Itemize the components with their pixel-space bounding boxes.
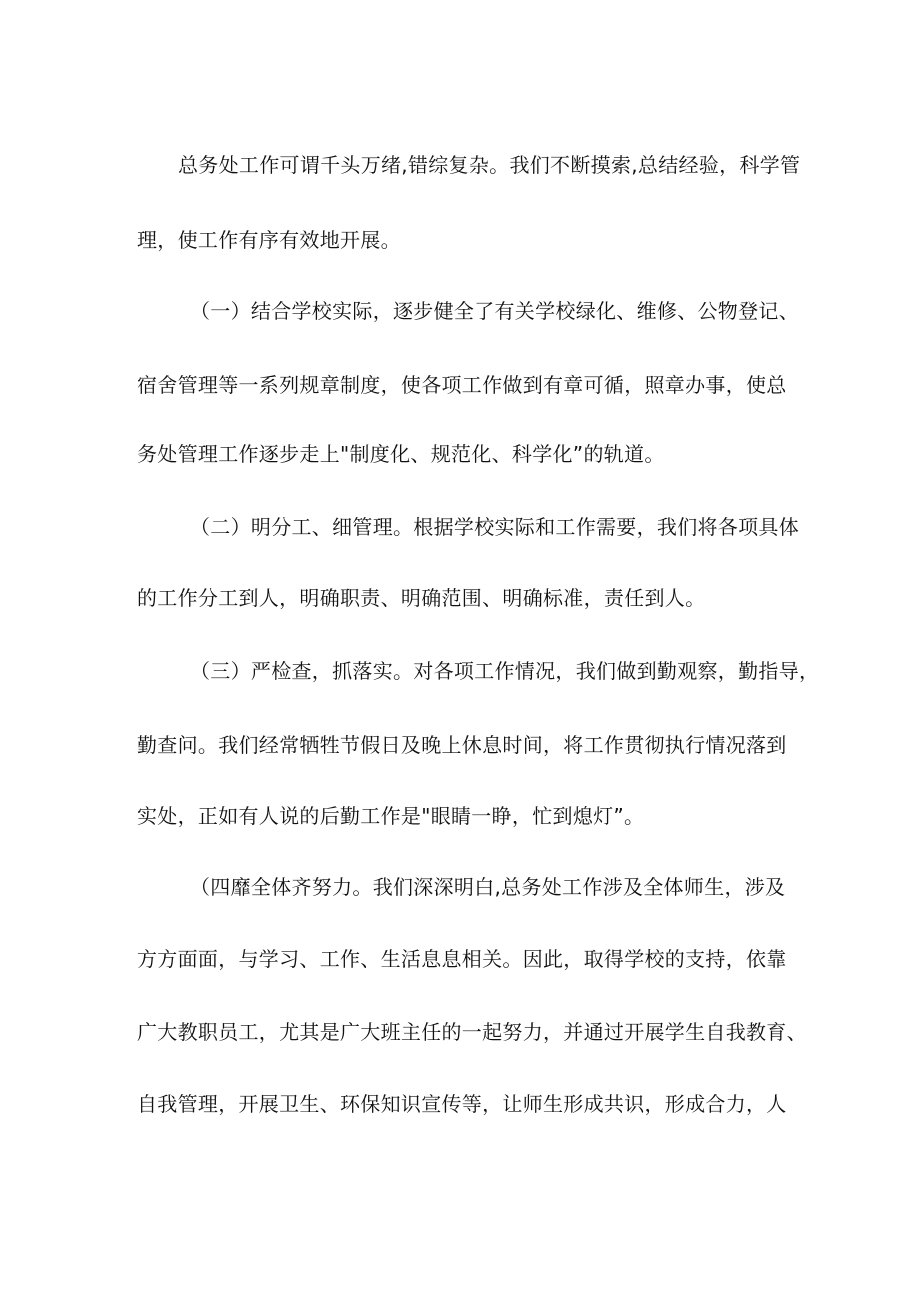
- paragraph-5-line-4: 自我管理，开展卫生、环保知识宣传等，让师生形成共识，形成合力，人: [137, 1092, 787, 1116]
- paragraph-5-line-1: （四靡全体齐努力。我们深深明白,总务处工作涉及全体师生，涉及: [190, 875, 786, 899]
- paragraph-4-line-2: 勤查问。我们经常牺牲节假日及晚上休息时间，将工作贯彻执行情况落到: [137, 733, 787, 757]
- paragraph-5-line-3: 广大教职员工，尤其是广大班主任的一起努力，并通过开展学生自我教育、: [137, 1020, 807, 1044]
- paragraph-4-line-1: （三）严检查，抓落实。对各项工作情况，我们做到勤观察，勤指导，: [190, 659, 820, 683]
- paragraph-5-line-2: 方方面面，与学习、工作、生活息息相关。因此，取得学校的支持，依靠: [137, 947, 787, 971]
- paragraph-1-line-2: 理，使工作有序有效地开展。: [137, 228, 401, 252]
- paragraph-2-line-1: （一）结合学校实际，逐步健全了有关学校绿化、维修、公物登记、: [190, 299, 799, 323]
- paragraph-1-line-1: 总务处工作可谓千头万绪,错综复杂。我们不断摸索,总结经验，科学管: [178, 153, 801, 177]
- paragraph-4-line-3: 实处，正如有人说的后勤工作是"眼睛一睁，忙到熄灯”。: [137, 804, 645, 828]
- paragraph-2-line-2: 宿舍管理等一系列规章制度，使各项工作做到有章可循，照章办事，使总: [137, 373, 787, 397]
- paragraph-3-line-1: （二）明分工、细管理。根据学校实际和工作需要，我们将各项具体: [190, 515, 799, 539]
- paragraph-2-line-3: 务处管理工作逐步走上"制度化、规范化、科学化”的轨道。: [137, 442, 665, 466]
- paragraph-3-line-2: 的工作分工到人，明确职责、明确范围、明确标准，责任到人。: [137, 586, 706, 610]
